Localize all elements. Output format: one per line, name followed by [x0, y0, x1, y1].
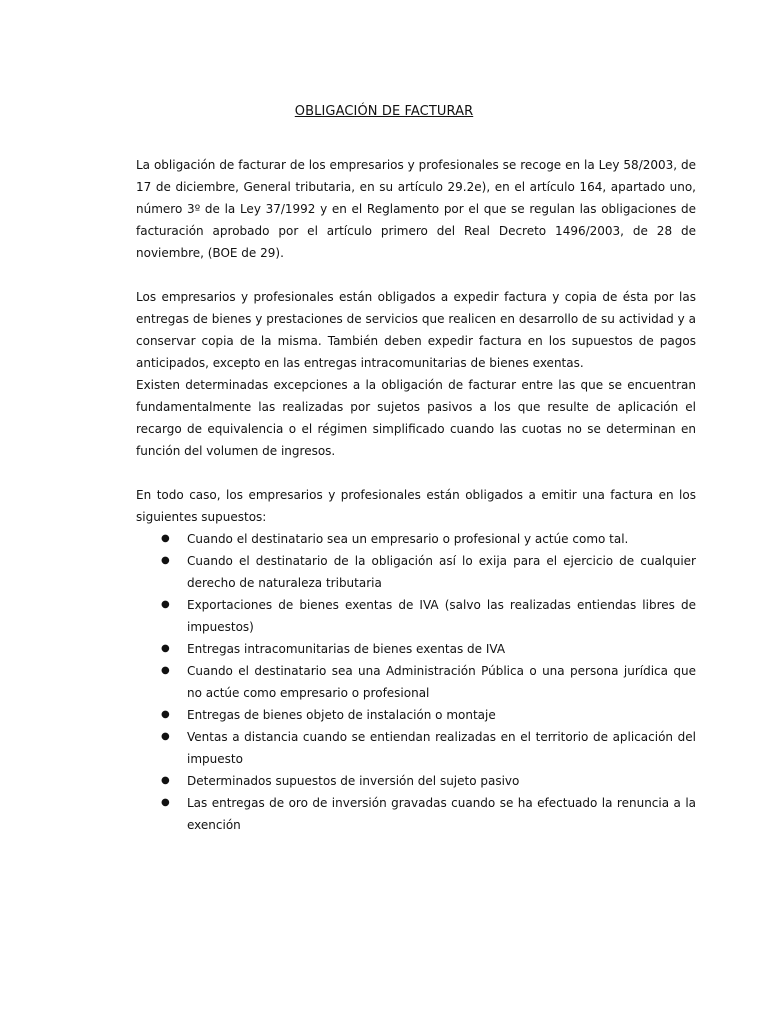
bullet-icon: ●	[161, 555, 170, 566]
list-item	[136, 638, 696, 660]
list-item-text: Cuando el destinatario sea un empresario o profesional y actúe como tal.	[187, 532, 629, 546]
list-item-text: Entregas intracomunitarias de bienes exentas de IVA	[187, 642, 506, 656]
list-item-text: Las entregas de oro de inversión gravadas cuando se ha efectuado la renuncia a la exención	[187, 796, 696, 832]
list-item-text: Ventas a distancia cuando se entiendan realizadas en el territorio de aplicación del impuesto	[187, 730, 696, 766]
bullet-icon: ●	[161, 643, 170, 654]
list-item-text: Cuando el destinatario de la obligación así lo exija para el ejercicio de cualquier derecho de naturaleza tributaria	[187, 554, 696, 590]
document-title: OBLIGACIÓN DE FACTURAR	[294, 104, 474, 119]
bullet-icon: ●	[161, 731, 170, 742]
list-item	[136, 726, 696, 770]
list-item-text: Cuando el destinatario sea una Administración Pública o una persona jurídica que no actúe como empresario o profesional	[187, 664, 696, 700]
list-item	[136, 770, 696, 792]
paragraph-legal-basis: La obligación de facturar de los empresarios y profesionales se recoge en la Ley 58/2003, de 17 de diciembre, General tributaria, en su artículo 29.2e), en el artículo 164, apartado uno, número 3º de la Ley 37/1992 y en el Reglamento por el que se regulan las obligaciones de facturación aprobado por el artículo primero del Real Decreto 1496/2003, de 28 de noviembre, (BOE de 29).	[136, 158, 696, 260]
bullet-icon: ●	[161, 775, 170, 786]
bullet-icon: ●	[161, 709, 170, 720]
bullet-icon: ●	[161, 797, 170, 808]
paragraph-spacer	[136, 462, 696, 484]
list-item	[136, 792, 696, 836]
document-body	[136, 154, 696, 836]
list-item	[136, 704, 696, 726]
list-item-text: Entregas de bienes objeto de instalación o montaje	[187, 708, 496, 722]
bullet-icon: ●	[161, 599, 170, 610]
paragraph-obligation: Los empresarios y profesionales están obligados a expedir factura y copia de ésta por las entregas de bienes y prestaciones de servicios que realicen en desarrollo de su actividad y a conservar copia de la misma. También deben expedir factura en los supuestos de pagos anticipados, excepto en las entregas intracomunitarias de bienes exentas.	[136, 290, 696, 370]
paragraph-spacer	[136, 264, 696, 286]
list-item	[136, 528, 696, 550]
bullet-icon: ●	[161, 533, 170, 544]
list-item	[136, 660, 696, 704]
paragraph-exceptions: Existen determinadas excepciones a la obligación de facturar entre las que se encuentran fundamentalmente las realizadas por sujetos pasivos a los que resulte de aplicación el recargo de equivalencia o el régimen simplificado cuando las cuotas no se determinan en función del volumen de ingresos.	[136, 378, 696, 458]
cases-list	[136, 528, 696, 836]
list-item	[136, 594, 696, 638]
list-item	[136, 550, 696, 594]
bullet-icon: ●	[161, 665, 170, 676]
paragraph-cases-intro: En todo caso, los empresarios y profesionales están obligados a emitir una factura en los siguientes supuestos:	[136, 488, 696, 524]
list-item-text: Determinados supuestos de inversión del sujeto pasivo	[187, 774, 520, 788]
list-item-text: Exportaciones de bienes exentas de IVA (salvo las realizadas entiendas libres de impuestos)	[187, 598, 696, 634]
